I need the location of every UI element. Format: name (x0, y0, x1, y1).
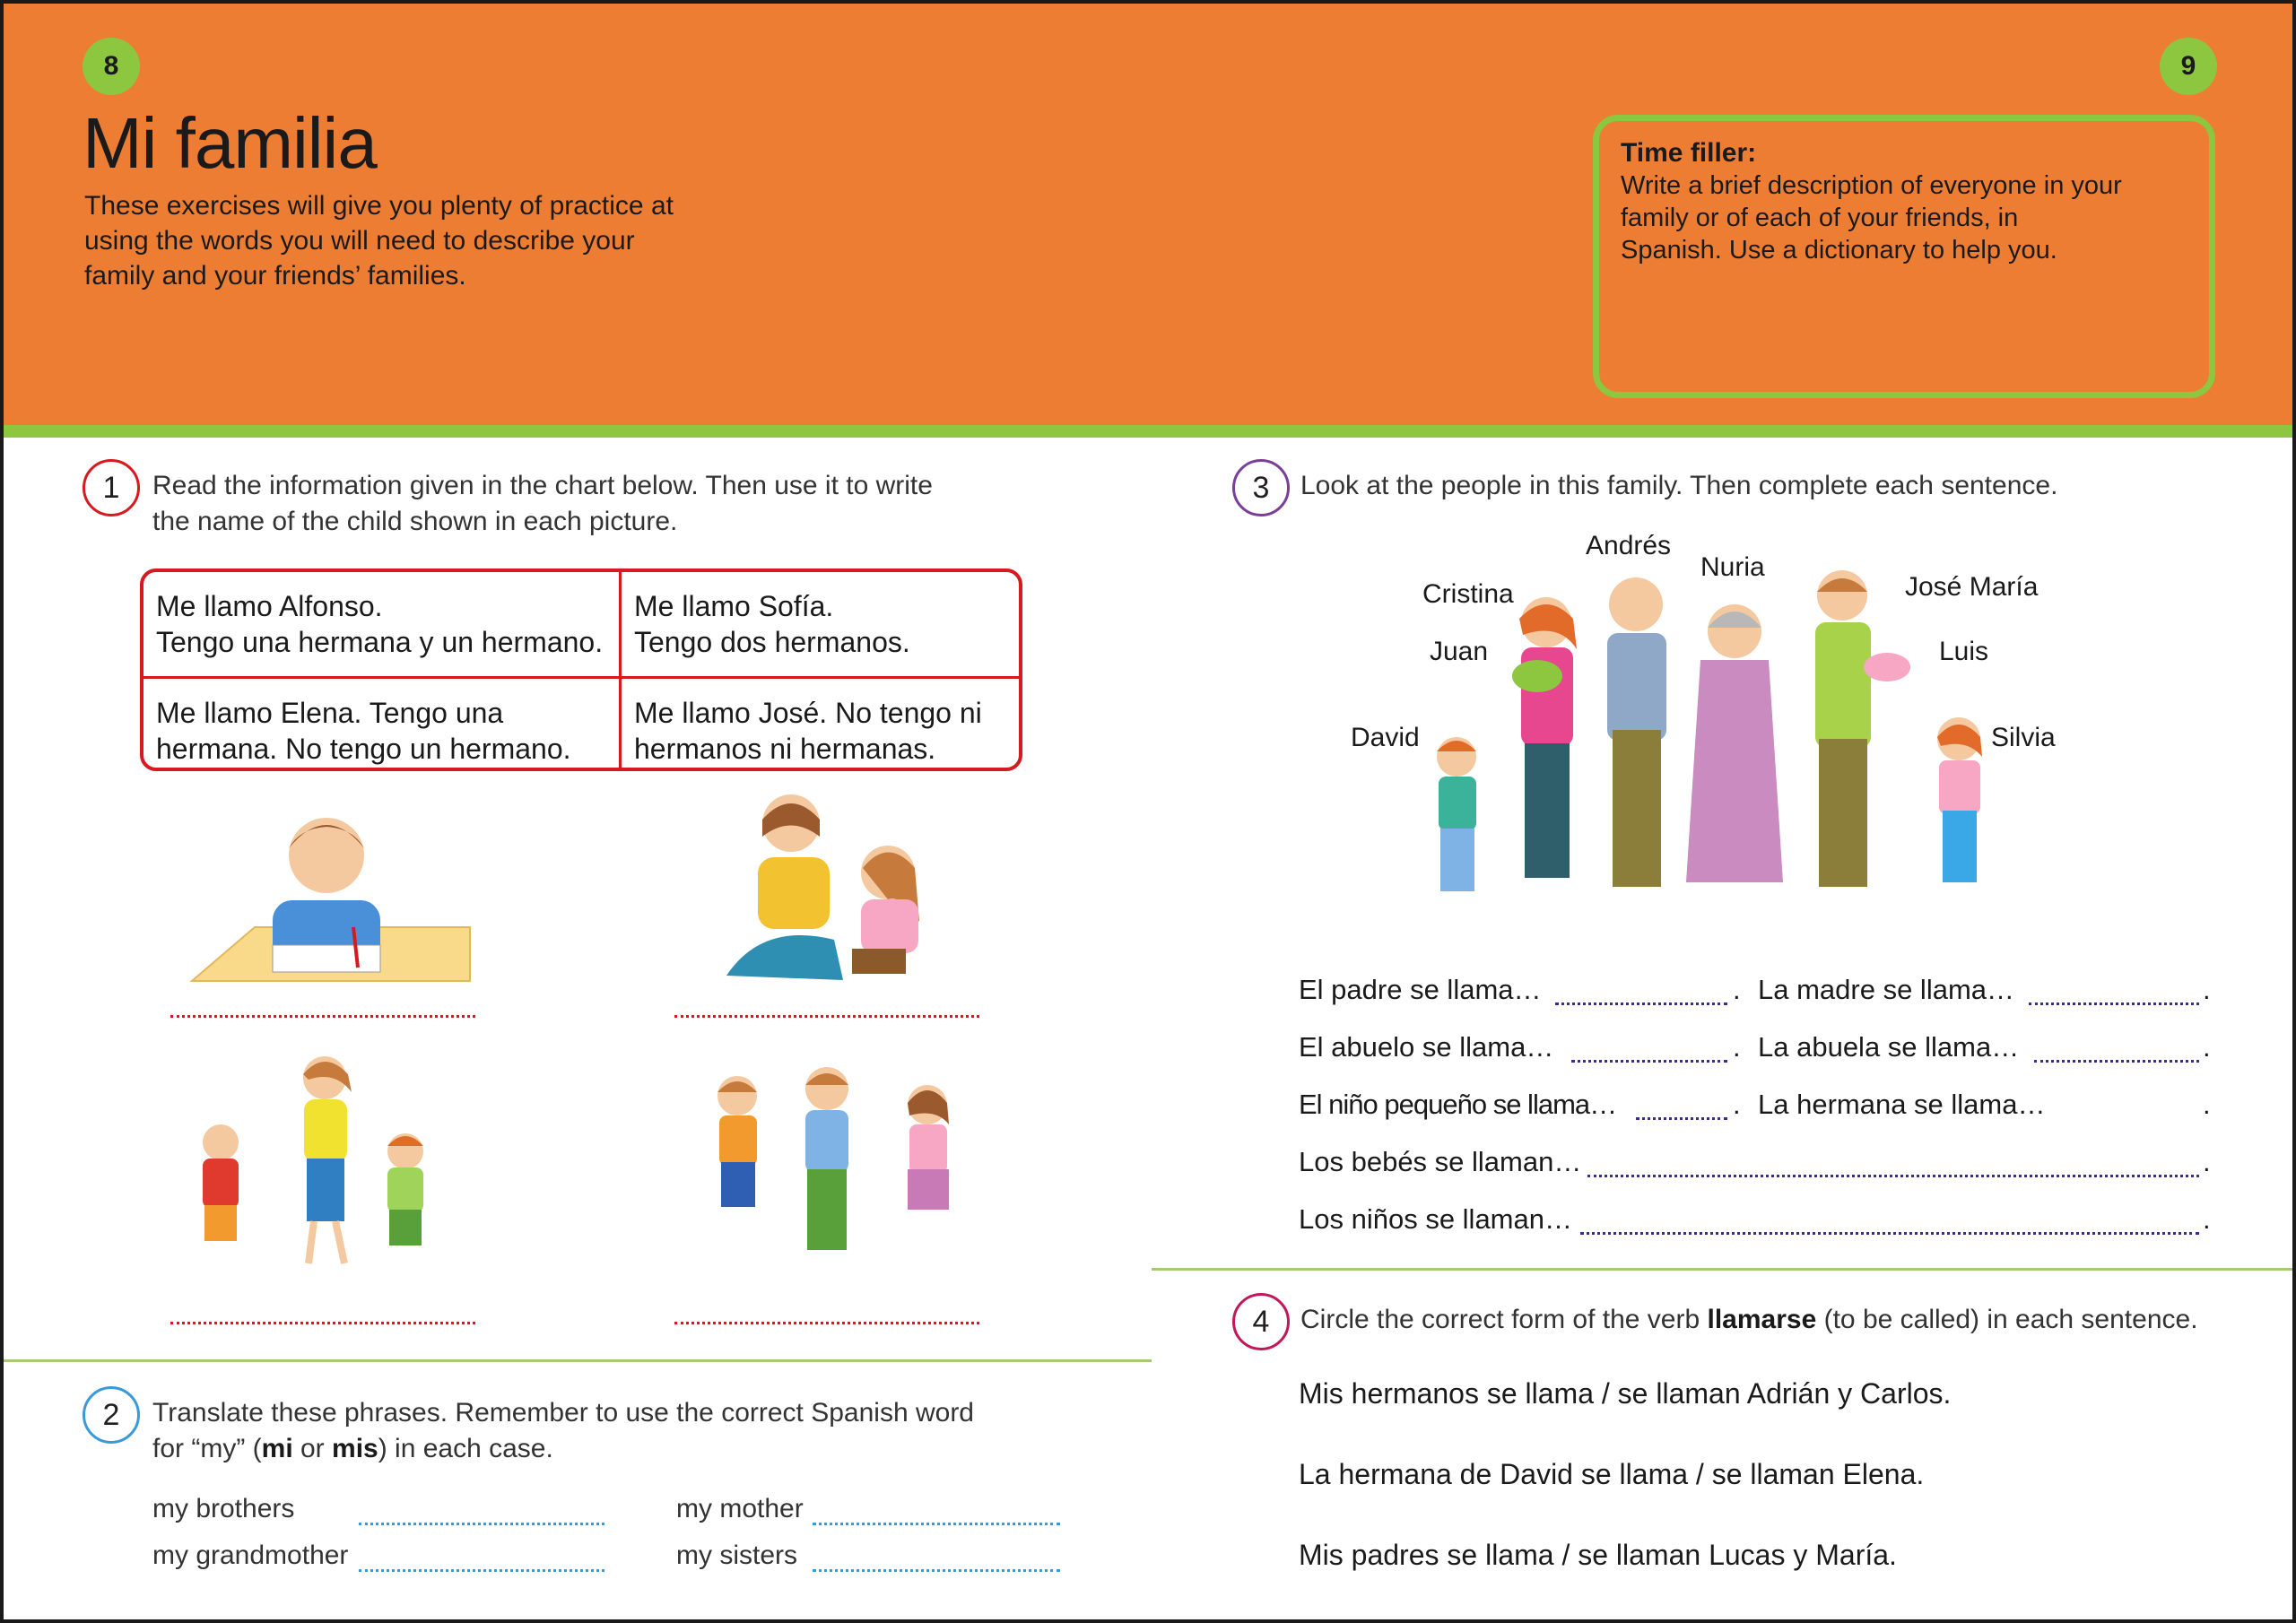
page-number-right: 9 (2160, 38, 2217, 95)
sentence-children: Los niños se llaman… (1299, 1203, 1572, 1235)
label-silvia: Silvia (1991, 723, 2056, 752)
q1-answer-line-4[interactable] (674, 1322, 979, 1324)
phrase-my-mother: my mother (676, 1494, 804, 1523)
question-3-instructions: Look at the people in this family. Then complete each sentence. (1300, 471, 2058, 500)
page-title: Mi familia (83, 103, 377, 183)
sentence-mother: La madre se llama… (1758, 974, 2015, 1005)
question-1-instructions: Read the information given in the chart below. Then use it to write the name of the child shown in each picture. (152, 471, 933, 536)
sentence-father: El padre se llama… (1299, 974, 1542, 1005)
family-group-illustration (1412, 560, 2022, 936)
sentence-grandmother: La abuela se llama… (1758, 1031, 2020, 1063)
sentence-babies: Los bebés se llaman… (1299, 1146, 1582, 1177)
chart-cell-sofia: Me llamo Sofía. Tengo dos hermanos. (619, 572, 1019, 679)
time-filler-text: Write a brief description of everyone in your family or of each of your friends, in Spanish. Use a dictionary to help you. (1621, 171, 2122, 265)
label-luis: Luis (1939, 637, 1989, 666)
left-section-divider (4, 1359, 1152, 1362)
q3-answer-grandfather[interactable] (1571, 1060, 1727, 1063)
label-jose-maria: José María (1905, 572, 2039, 602)
intro-text: These exercises will give you plenty of practice at using the words you will need to describe your family and your friends’ families. (84, 191, 674, 291)
q2-answer-line-3[interactable] (359, 1569, 604, 1572)
q3-answer-father[interactable] (1555, 1002, 1727, 1005)
chart-cell-alfonso: Me llamo Alfonso. Tengo una hermana y un hermano. (144, 572, 619, 679)
label-david: David (1351, 723, 1420, 752)
question-3-number: 3 (1232, 459, 1290, 516)
q2-answer-line-2[interactable] (813, 1523, 1060, 1525)
chart-cell-jose: Me llamo José. No tengo ni hermanos ni hermanas. (619, 679, 1019, 771)
q1-chart-table (140, 568, 1022, 771)
question-4-number: 4 (1232, 1293, 1290, 1350)
q1-answer-line-2[interactable] (674, 1015, 979, 1018)
chart-cell-elena: Me llamo Elena. Tengo una hermana. No tengo un hermano. (156, 697, 571, 765)
q4-sentence-3[interactable]: Mis padres se llama / se llaman Lucas y María. (1299, 1539, 1897, 1571)
right-section-divider (1152, 1268, 2296, 1271)
q3-answer-mother[interactable] (2029, 1002, 2199, 1005)
q3-answer-little-boy[interactable] (1636, 1117, 1727, 1120)
boy-writing-illustration (174, 793, 479, 990)
label-andres: Andrés (1586, 531, 1672, 560)
question-1-number: 1 (83, 459, 140, 516)
phrase-my-brothers: my brothers (152, 1494, 295, 1523)
question-2-instructions: Translate these phrases. Remember to use the correct Spanish word for “my” (mi or mis) in each case. (152, 1398, 974, 1463)
q3-answer-children[interactable] (1580, 1232, 2199, 1235)
girl-with-two-boys-illustration (192, 1053, 470, 1277)
q1-answer-line-1[interactable] (170, 1015, 475, 1018)
sentence-grandfather: El abuelo se llama… (1299, 1031, 1554, 1063)
phrase-my-sisters: my sisters (676, 1541, 797, 1570)
question-4-instructions: Circle the correct form of the verb llamarse (to be called) in each sentence. (1300, 1305, 2198, 1334)
phrase-my-grandmother: my grandmother (152, 1541, 349, 1570)
label-juan: Juan (1430, 637, 1489, 666)
q3-answer-grandmother[interactable] (2034, 1060, 2199, 1063)
q1-answer-line-3[interactable] (170, 1322, 475, 1324)
sentence-sister: La hermana se llama… (1758, 1089, 2046, 1120)
page-number-left: 8 (83, 38, 140, 95)
q2-answer-line-1[interactable] (359, 1523, 604, 1525)
three-children-illustration (667, 1062, 981, 1277)
time-filler-box (1593, 115, 2215, 398)
q2-answer-line-4[interactable] (813, 1569, 1060, 1572)
mother-brushing-hair-illustration (709, 787, 951, 994)
workbook-spread: 8 9 Mi familia These exercises will give you plenty of practice at using the words you will need to describe your family and your friends’ families. Time filler: Write a brief description of everyone in your family or of each of your friends, in Spanish. Use a dictionary to help you. 1 Read the information given in the chart below. Then use it to write the name of the child shown in each picture. Me llamo Alfonso. Tengo una hermana y un hermano. Me llamo Sofía. Tengo dos hermanos. Me llamo Elena. Tengo una hermana. No tengo un hermano. Me llamo José. No tengo ni hermanos ni hermanas. 2 Translate these phrases. Remember to use the correct Spanish word for “my” (mi or mis) in each case. my brothers my mother my grandmother my sisters 3 Look at the people in this family. Then complete each sentence. Andrés Nuria Cristina José María Juan Luis David Silvia El padre se llama… . La madre se llama… . El abuelo se llama… . La abuela se llama… . El niño pequeño se llama… . La hermana se llama… . Los bebés se llaman… . Los niños se llaman… . 4 Circle the correct form of the verb llamarse (to be called) in each sentence. Mis hermanos se llama / se llaman Adrián y Carlos. La hermana de David se llama / se llaman Elena. Mis padres se llama / se llaman Lucas y María. (0, 0, 2296, 1623)
q4-sentence-2[interactable]: La hermana de David se llama / se llaman Elena. (1299, 1458, 1925, 1490)
time-filler-title: Time filler: (1621, 138, 1757, 168)
label-cristina: Cristina (1422, 579, 1514, 609)
label-nuria: Nuria (1700, 552, 1765, 582)
question-2-number: 2 (83, 1386, 140, 1444)
header-divider (4, 425, 2292, 438)
sentence-little-boy: El niño pequeño se llama… (1299, 1089, 1617, 1120)
q3-answer-babies[interactable] (1587, 1175, 2199, 1177)
q4-sentence-1[interactable]: Mis hermanos se llama / se llaman Adrián y Carlos. (1299, 1377, 1952, 1410)
